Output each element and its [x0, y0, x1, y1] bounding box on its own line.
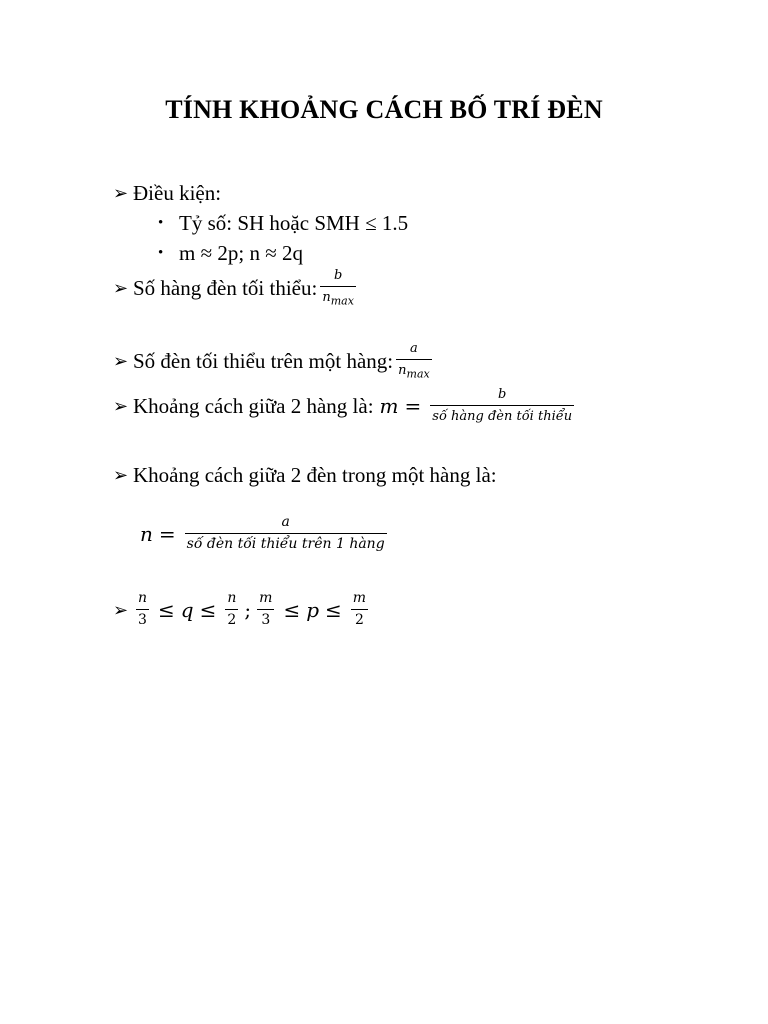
var-m: m — [379, 393, 399, 418]
fraction-m-3 — [257, 590, 274, 629]
min-lamps-label: Số đèn tối thiểu trên một hàng: — [133, 349, 394, 374]
fraction-bar — [396, 359, 432, 360]
arrow-bullet-icon: ➢ — [113, 395, 129, 416]
le-sign: ≤ — [199, 597, 217, 622]
equals-sign: = — [158, 521, 176, 546]
conditions-label: Điều kiện: — [133, 181, 222, 205]
min-rows-label: Số hàng đèn tối thiểu: — [133, 276, 318, 301]
list-item-ratio — [158, 210, 408, 236]
fraction-denominator: 2 — [227, 612, 237, 628]
arrow-bullet-icon: ➢ — [113, 183, 129, 203]
fraction-denominator: 3 — [138, 612, 147, 628]
fraction-bar — [225, 609, 238, 610]
ratio-text: Tỷ số: SH hoặc SMH ≤ 1.5 — [179, 211, 409, 235]
row-spacing-label: Khoảng cách giữa 2 hàng là: — [133, 393, 374, 418]
fraction-numerator: b — [498, 387, 507, 402]
separator: ; — [244, 597, 252, 622]
arrow-bullet-icon: ➢ — [113, 465, 129, 485]
list-item-approx — [158, 240, 303, 266]
min-rows-fraction — [320, 267, 356, 310]
fraction-numerator: m — [352, 590, 367, 606]
var-n: n — [140, 521, 153, 546]
arrow-bullet-icon: ➢ — [113, 351, 129, 372]
fraction-numerator: m — [259, 590, 273, 606]
fraction-denominator: 3 — [261, 612, 271, 628]
fraction-bar — [430, 405, 574, 406]
fraction-bar — [136, 609, 149, 610]
fraction-bar — [185, 533, 387, 534]
lamp-spacing-fraction — [185, 514, 387, 553]
fraction-numerator: n — [227, 590, 237, 606]
fraction-numerator: n — [138, 590, 148, 606]
var-q: q — [180, 597, 194, 622]
list-item-min-lamps — [113, 340, 435, 383]
fraction-n-2 — [225, 590, 238, 629]
dot-bullet-icon: • — [158, 215, 164, 231]
le-sign: ≤ — [325, 597, 342, 622]
fraction-bar — [320, 286, 356, 287]
list-item-lamp-spacing — [113, 462, 497, 488]
equals-sign: = — [404, 393, 422, 418]
fraction-n-3 — [136, 590, 149, 629]
list-item-min-rows — [113, 267, 359, 310]
le-sign: ≤ — [158, 597, 175, 622]
equation-n — [140, 514, 390, 553]
var-p: p — [306, 597, 320, 622]
fraction-denominator: số đèn tối thiểu trên 1 hàng — [186, 536, 385, 552]
list-item-row-spacing — [113, 386, 577, 425]
min-lamps-fraction — [396, 340, 432, 383]
list-item-conditions — [113, 180, 221, 206]
lamp-spacing-label: Khoảng cách giữa 2 đèn trong một hàng là: — [133, 463, 497, 487]
arrow-bullet-icon: ➢ — [113, 599, 129, 620]
fraction-numerator: a — [410, 341, 418, 356]
list-item-inequalities — [113, 590, 371, 629]
fraction-denominator: $n_{max}$ — [322, 290, 354, 308]
fraction-denominator: $n_{max}$ — [398, 363, 430, 381]
fraction-denominator: số hàng đèn tối thiểu — [432, 409, 573, 424]
arrow-bullet-icon: ➢ — [113, 278, 129, 299]
page-title: TÍNH KHOẢNG CÁCH BỐ TRÍ ĐÈN — [165, 95, 603, 124]
fraction-numerator: b — [333, 268, 343, 283]
dot-bullet-icon: • — [158, 245, 164, 261]
row-spacing-fraction — [430, 386, 574, 425]
fraction-bar — [257, 609, 274, 610]
fraction-bar — [351, 609, 368, 610]
approx-text: m ≈ 2p; n ≈ 2q — [179, 241, 303, 265]
fraction-m-2 — [351, 590, 368, 629]
fraction-denominator: 2 — [354, 612, 364, 628]
fraction-numerator: a — [281, 514, 290, 530]
le-sign: ≤ — [283, 597, 301, 622]
